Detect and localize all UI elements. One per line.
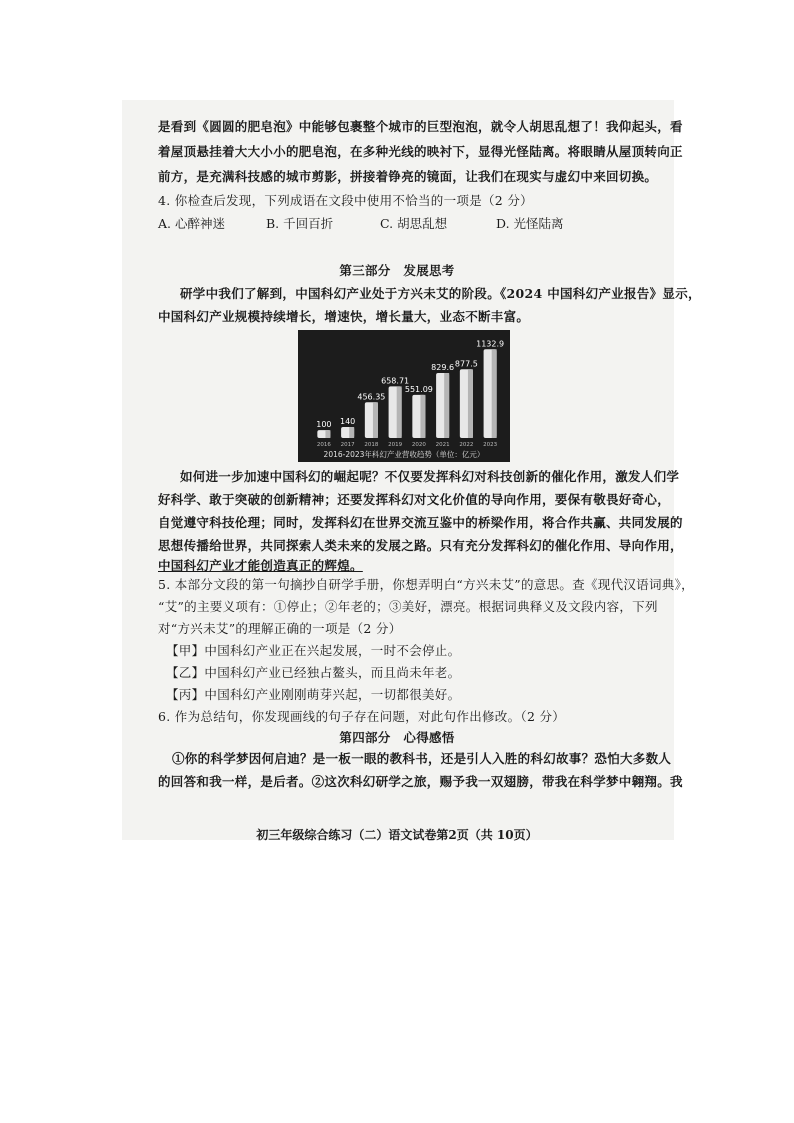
part-4-line-1: ①你的科学梦因何启迪？是一板一眼的教科书，还是引人入胜的科幻故事？恐怕大多数人 (172, 751, 672, 766)
q4-option-b: B. 千回百折 (266, 216, 334, 231)
bar-chart (298, 330, 510, 462)
value-label-2016: 100 (316, 420, 332, 430)
question-6: 6. 作为总结句，你发现画线的句子存在问题，对此句作出修改。（2 分） (158, 709, 566, 724)
part-3-para-2-line-5: 中国科幻产业才能创造真正的辉煌。 (158, 558, 363, 573)
page-footer: 初三年级综合练习（二）语文试卷第2页（共 10页） (256, 828, 538, 842)
tick-label-2019: 2019 (388, 442, 403, 448)
question-4-stem: 4. 你检查后发现，下列成语在文段中使用不恰当的一项是（2 分） (158, 193, 533, 208)
q4-option-c: C. 胡思乱想 (380, 216, 448, 231)
passage-line-1: 是看到《圆圆的肥皂泡》中能够包裹整个城市的巨型泡泡，就令人胡思乱想了！我仰起头，看 (158, 119, 683, 134)
bar-shade-2016 (325, 430, 330, 438)
q5-option-yi: 【乙】中国科幻产业已经独占鳌头，而且尚未年老。 (166, 665, 461, 680)
part-4-line-2: 的回答和我一样，是后者。②这次科幻研学之旅，赐予我一双翅膀，带我在科学梦中翱翔。我 (158, 774, 683, 789)
tick-label-2022: 2022 (459, 442, 474, 448)
bar-shade-2021 (444, 373, 449, 438)
q5-option-bing: 【丙】中国科幻产业刚刚萌芽兴起，一切都很美好。 (166, 687, 461, 702)
part-3-para-2-line-1: 如何进一步加速中国科幻的崛起呢？不仅要发挥科幻对科技创新的催化作用，激发人们学 (180, 469, 680, 484)
industry-revenue-chart (298, 330, 510, 462)
bar-shade-2023 (492, 349, 497, 438)
bar-shade-2018 (373, 402, 378, 438)
value-label-2017: 140 (339, 417, 356, 427)
value-label-2021: 829.6 (431, 363, 455, 373)
q5-option-jia: 【甲】中国科幻产业正在兴起发展，一时不会停止。 (166, 643, 461, 658)
tick-label-2023: 2023 (483, 442, 498, 448)
bar-shade-2022 (468, 369, 473, 438)
value-label-2020: 551.09 (404, 384, 433, 394)
part-4-title: 第四部分 心得感悟 (339, 730, 455, 745)
value-label-2018: 456.35 (357, 392, 386, 402)
value-label-2019: 658.71 (381, 376, 410, 386)
chart-title: 2016-2023年科幻产业营收趋势（单位：亿元） (323, 450, 485, 459)
q4-option-d: D. 光怪陆离 (496, 216, 564, 231)
bar-shade-2019 (397, 386, 402, 438)
bar-shade-2017 (349, 427, 354, 438)
value-label-2022: 877.5 (454, 359, 478, 369)
part-3-para-2-line-2: 好科学、敢于突破的创新精神；还要发挥科幻对文化价值的导向作用，要保有敬畏好奇心， (158, 492, 671, 507)
part-3-para-2-line-4: 思想传播给世界，共同探索人类未来的发展之路。只有充分发挥科幻的催化作用、导向作用， (158, 538, 683, 553)
part-3-title: 第三部分 发展思考 (339, 263, 455, 278)
tick-label-2016: 2016 (316, 442, 331, 448)
tick-label-2018: 2018 (364, 442, 379, 448)
tick-label-2021: 2021 (435, 442, 450, 448)
bar-shade-2020 (420, 395, 425, 438)
tick-label-2017: 2017 (340, 442, 355, 448)
tick-label-2020: 2020 (411, 442, 426, 448)
q4-option-a: A. 心醉神迷 (158, 216, 225, 231)
passage-line-3: 前方，是充满科技感的城市剪影，拼接着铮亮的镜面，让我们在现实与虚幻中来回切换。 (158, 169, 658, 184)
part-3-para-2-line-3: 自觉遵守科技伦理；同时，发挥科幻在世界交流互鉴中的桥梁作用，将合作共赢、共同发展的 (158, 515, 683, 530)
part-3-para-1-line-2: 中国科幻产业规模持续增长，增速快，增长量大，业态不断丰富。 (158, 309, 530, 324)
part-3-para-1-line-1: 研学中我们了解到，中国科幻产业处于方兴未艾的阶段。《2024 中国科幻产业报告》显示， (180, 286, 701, 301)
passage-line-2: 着屋顶悬挂着大大小小的肥皂泡，在多种光线的映衬下，显得光怪陆离。将眼睛从屋顶转向正 (158, 144, 683, 159)
question-5-line-2: “艾”的主要义项有：①停止；②年老的；③美好，漂亮。根据词典释义及文段内容，下列 (158, 599, 658, 614)
value-label-2023: 1132.9 (476, 339, 505, 349)
question-5-line-3: 对“方兴未艾”的理解正确的一项是（2 分） (158, 621, 402, 636)
question-5-line-1: 5. 本部分文段的第一句摘抄自研学手册，你想弄明白“方兴未艾”的意思。查《现代汉语词典》， (158, 577, 694, 592)
